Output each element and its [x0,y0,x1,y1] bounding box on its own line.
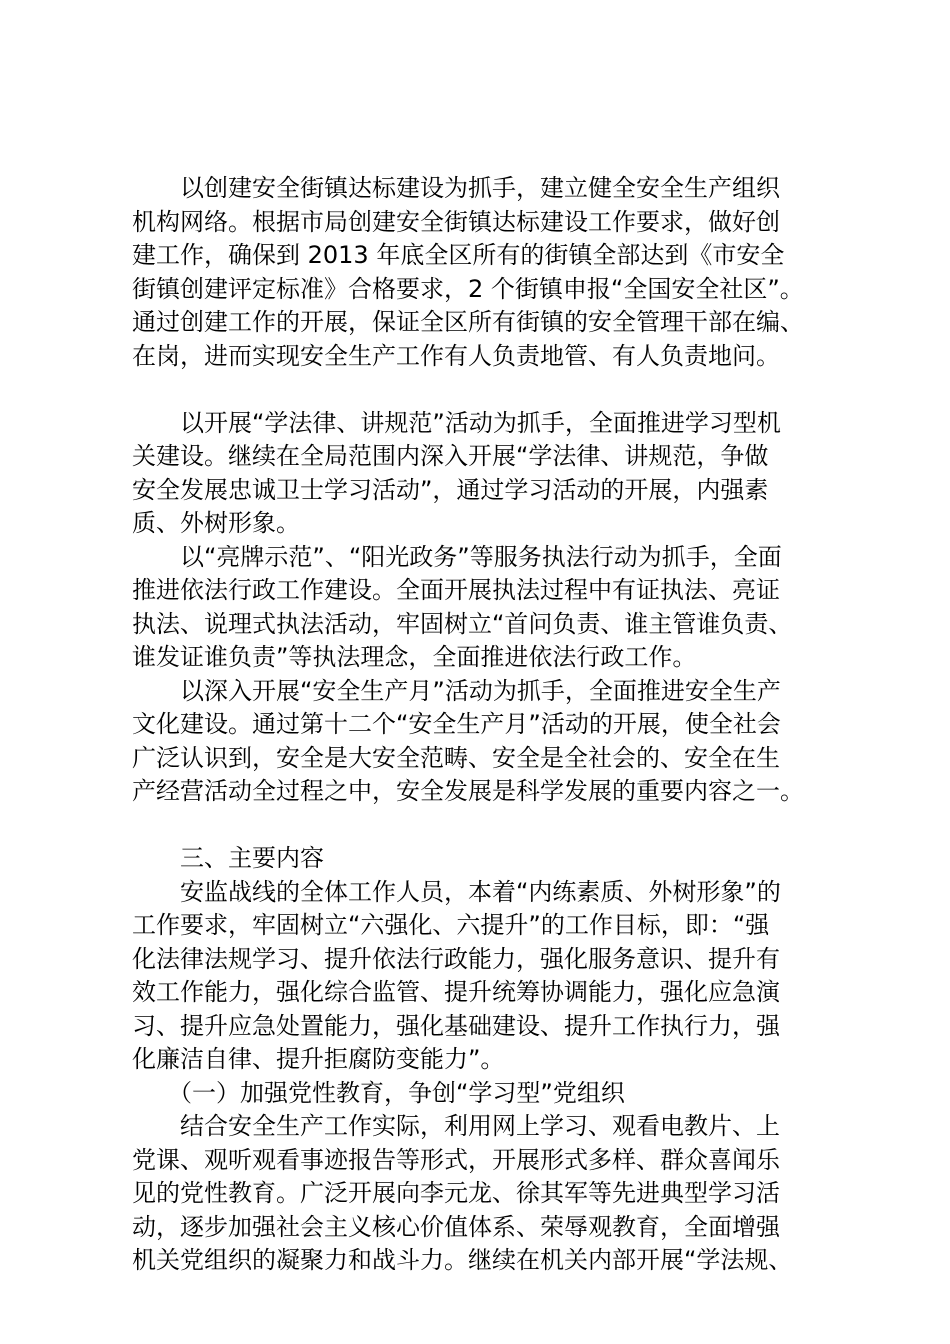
paragraph-spacer [132,373,832,407]
text-line: 效工作能力，强化综合监管、提升统筹协调能力，强化应急演 [132,978,780,1006]
text-line: 关建设。继续在全局范围内深入开展“学法律、讲规范，争做 [132,442,769,470]
paragraph-party-education [132,1110,832,1278]
paragraph-main-content [132,876,832,1077]
text-line: 机关党组织的凝聚力和战斗力。继续在机关内部开展“学法规、 [132,1246,793,1274]
text-line: 推进依法行政工作建设。全面开展执法过程中有证执法、亮证 [132,576,780,604]
section-heading: 三、主要内容 [132,844,324,872]
text-line: 化廉洁自律、提升拒腐防变能力”。 [132,1045,505,1073]
text-line: 化法律法规学习、提升依法行政能力，强化服务意识、提升有 [132,944,780,973]
document-body [132,172,832,1278]
text-line: 在岗，进而实现安全生产工作有人负责地管、有人负责地问。 [132,341,780,370]
text-line: 以创建安全街镇达标建设为抓手，建立健全安全生产组织 [132,174,780,202]
text-line: 工作要求，牢固树立“六强化、六提升”的工作目标，即：“强 [132,911,770,939]
text-line: 习、提升应急处置能力，强化基础建设、提升工作执行力，强 [132,1011,780,1040]
text-line: 产经营活动全过程之中，安全发展是科学发展的重要内容之一。 [132,777,804,805]
text-line: 见的党性教育。广泛开展向李元龙、徐其军等先进典型学习活 [132,1179,780,1207]
text-line: 建工作，确保到 2013 年底全区所有的街镇全部达到《市安全 [132,241,785,269]
paragraph-spacer [132,809,832,843]
text-line: 谁发证谁负责”等执法理念，全面推进依法行政工作。 [132,643,697,671]
text-line: 安监战线的全体工作人员，本着“内练素质、外树形象”的 [132,877,781,906]
text-line: 广泛认识到，安全是大安全范畴、安全是全社会的、安全在生 [132,743,780,772]
paragraph-safety-streets [132,172,832,373]
text-line: 党课、观听观看事迹报告等形式，开展形式多样、群众喜闻乐 [132,1145,780,1174]
text-line: 质、外树形象。 [132,509,300,537]
text-line: 通过创建工作的开展，保证全区所有街镇的安全管理干部在编、 [132,308,804,336]
text-line: 机构网络。根据市局创建安全街镇达标建设工作要求，做好创 [132,207,780,236]
subsection-heading: （一）加强党性教育，争创“学习型”党组织 [132,1078,625,1107]
text-line: 安全发展忠诚卫士学习活动”，通过学习活动的开展，内强素 [132,475,769,504]
text-line: 执法、说理式执法活动，牢固树立“首问负责、谁主管谁负责、 [132,609,793,638]
paragraph-learning-organization [132,407,832,541]
text-line: 结合安全生产工作实际，利用网上学习、观看电教片、上 [132,1112,780,1140]
paragraph-safety-month [132,675,832,809]
text-line: 以开展“学法律、讲规范”活动为抓手，全面推进学习型机 [132,408,781,437]
text-line: 以深入开展“安全生产月”活动为抓手，全面推进安全生产 [132,676,781,705]
text-line: 以“亮牌示范”、“阳光政务”等服务执法行动为抓手，全面 [132,542,782,571]
text-line: 文化建设。通过第十二个“安全生产月”活动的开展，使全社会 [132,710,781,738]
paragraph-law-enforcement [132,541,832,675]
text-line: 街镇创建评定标准》合格要求，2 个街镇申报“全国安全社区”。 [132,274,804,303]
text-line: 动，逐步加强社会主义核心价值体系、荣辱观教育，全面增强 [132,1212,780,1241]
